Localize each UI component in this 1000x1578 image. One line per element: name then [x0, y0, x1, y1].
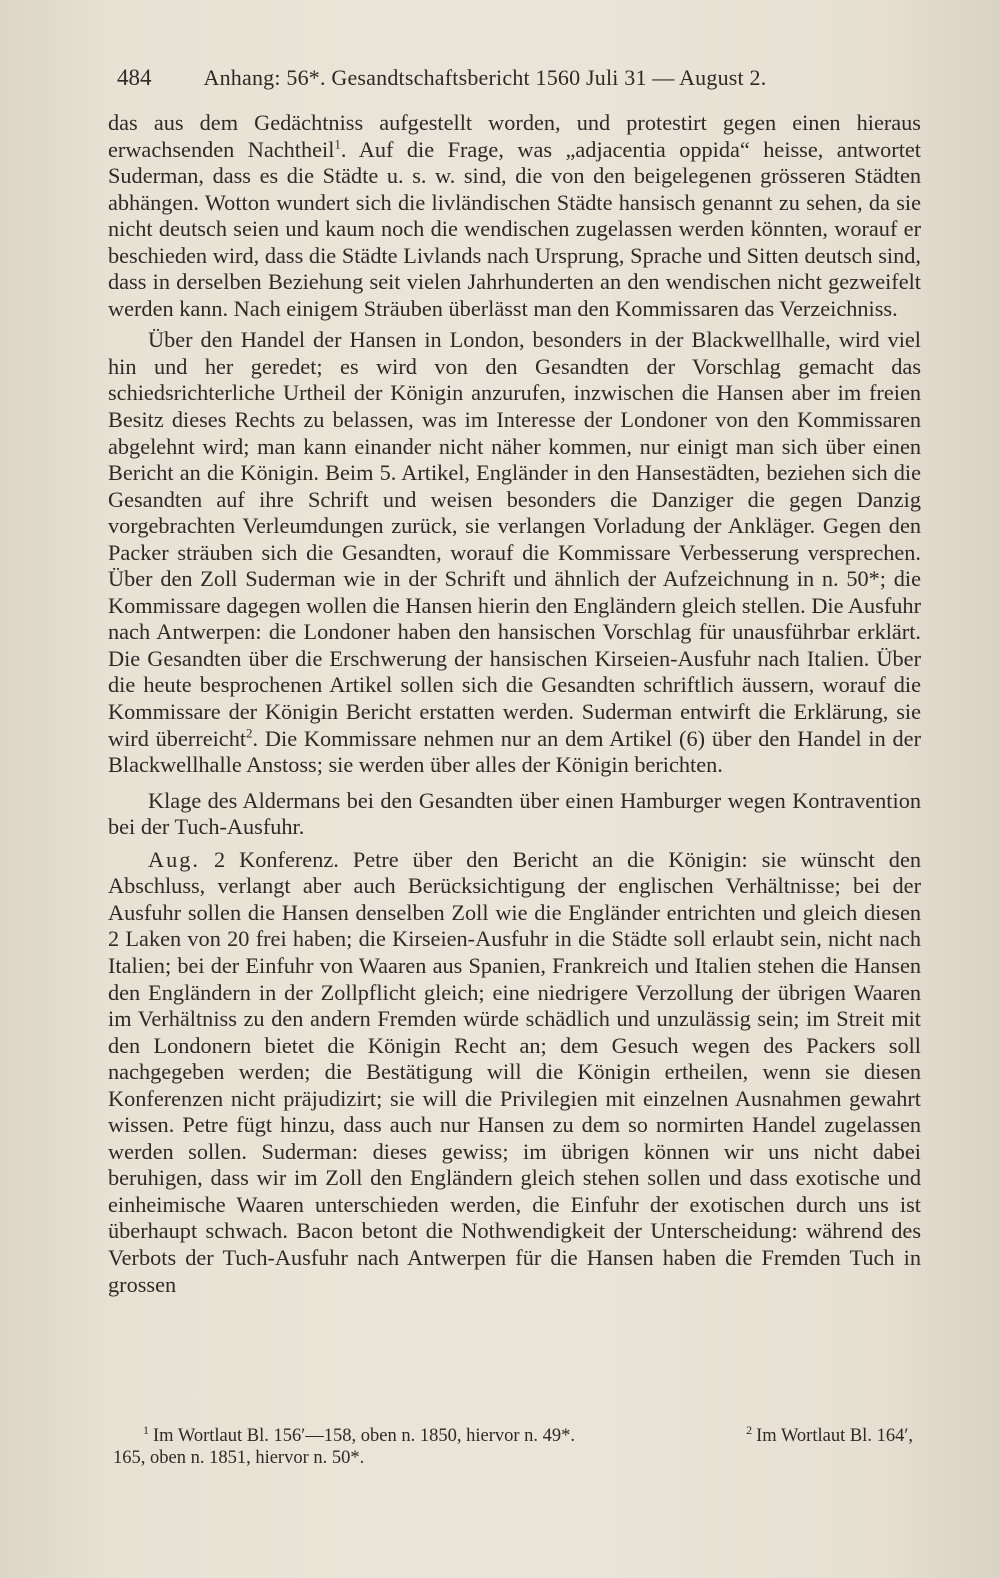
footnote-1 — [113, 1422, 576, 1447]
paragraph-2-text: Über den Handel der Hansen in London, besonders in der Blackwellhalle, wird viel hin und her geredet; es wird von den Gesandten der Vorschlag gemacht das schiedsrichterliche Urtheil der Königin anzurufen, inzwischen die Hansen aber im freien Besitz dieses Rechts zu belassen, was im Interesse der Londoner von den Kommissaren abgelehnt wird; man kann einander nicht näher kommen, nur einigt man sich über einen Bericht an die Königin. Beim 5. Artikel, Engländer in den Hansestädten, beziehen sich die Gesandten auf ihre Schrift und weisen besonders die Danziger die gegen Danzig vorgebrachten Verleumdungen zurück, sie verlangen Vorladung der Ankläger. Gegen den Packer sträuben sich die Gesandten, worauf die Kommissare Verbesserung versprechen. Über den Zoll Suderman wie in der Schrift und ähnlich der Aufzeichnung in n. 50*; die Kommissare dagegen wollen die Hansen hierin den Engländern gleich stellen. Die Ausfuhr nach Antwerpen: die Londoner haben den hansischen Vorschlag für unausführbar erklärt. Die Gesandten über die Erschwerung der hansischen Kirseien-Ausfuhr nach Italien. Über die heute besprochenen Artikel sollen sich die Gesandten schriftlich äussern, worauf die Kommissare der Königin Bericht erstatten werden. Suderman entwirft die Erklärung, sie wird überreicht — [108, 327, 921, 751]
footnote-ref-2: 2 — [246, 725, 253, 741]
footnote-2-text: Im Wortlaut Bl. 164′, — [756, 1426, 913, 1446]
paragraph-2-rest: . Die Kommissare nehmen nur an dem Artikel (6) über den Handel in der Blackwellhalle Anstoss; sie werden über alles der Königin berichten. — [108, 725, 921, 778]
footnote-1-mark: 1 — [143, 1422, 149, 1437]
body-text — [108, 110, 921, 1303]
paragraph-2 — [108, 327, 921, 778]
running-head — [117, 62, 922, 94]
paragraph-1-rest: . Auf die Frage, was „adjacentia oppida“ heisse, antwortet Suderman, dass es die Städte u. s. w. sind, die von den beigelegenen grösseren Städten abhängen. Wotton wundert sich die livländischen Städte hansisch genannt zu sehen, da sie nicht deutsch seien und kaum noch die wendischen zugelassen werden könnten, worauf er beschieden wird, dass die Städte Livlands nach Ursprung, Sprache und Sitten deutsch sind, dass in derselben Beziehung seit vielen Jahrhunderten an den wendischen nicht gezweifelt werden kann. Nach einigem Sträuben überlässt man den Kommissaren das Verzeichniss. — [108, 136, 921, 321]
page-number: 484 — [117, 65, 152, 90]
footnotes — [113, 1422, 913, 1469]
running-head-title: Anhang: 56*. Gesandtschaftsbericht 1560 Juli 31 — August 2. — [203, 65, 767, 90]
footnote-2-mark: 2 — [746, 1422, 753, 1437]
footnote-ref-1: 1 — [334, 136, 341, 152]
footnote-line-1 — [113, 1422, 913, 1447]
paragraph-1 — [108, 110, 921, 322]
paragraph-1-text: das aus dem Gedächtniss aufgestellt worden, und protestirt gegen einen hieraus erwachsenden Nachtheil — [108, 110, 921, 162]
footnote-1-text: Im Wortlaut Bl. 156′—158, oben n. 1850, hiervor n. 49*. — [153, 1426, 576, 1446]
footnote-2-continuation: 165, oben n. 1851, hiervor n. 50*. — [113, 1448, 365, 1468]
date-lead: Aug. — [148, 846, 200, 872]
paragraph-4 — [108, 847, 921, 1298]
paragraph-4-text: 2 Konferenz. Petre über den Bericht an die Königin: sie wünscht den Abschluss, verlangt aber auch Berücksichtigung der englischen Verhältnisse; bei der Ausfuhr sollen die Hansen denselben Zoll wie die Engländer entrichten und gleich diesen 2 Laken von 20 frei haben; die Kirseien-Ausfuhr in die Städte soll erlaubt sein, nicht nach Italien; bei der Einfuhr von Waaren aus Spanien, Frankreich und Italien stehen die Hansen den Engländern in der Zollpflicht gleich; eine niedrigere Verzollung der übrigen Waaren im Verhältniss zu den andern Fremden würde schädlich und unzulässig sein; im Streit mit den Londonern bietet die Königin Recht an; dem Gesuch wegen des Packers soll nachgegeben werden; die Bestätigung will die Königin ertheilen, wenn sie diesen Konferenzen nicht präjudizirt; sie will die Privilegien mit einzelnen Ausnahmen gewahrt wissen. Petre fügt hinzu, dass auch nur Hansen zu dem so normirten Handel zugelassen werden sollen. Suderman: dieses gewiss; im übrigen können wir uns nicht dabei beruhigen, dass wir im Zoll den Engländern gleich stehen sollen und dass exotische und einheimische Waaren unterschieden werden, die Einfuhr der exotischen durch uns ist überhaupt schwach. Bacon betont die Nothwendigkeit der Unterscheidung: während des Verbots der Tuch-Ausfuhr nach Antwerpen für die Hansen haben die Fremden Tuch in grossen — [108, 846, 921, 1297]
paragraph-3: Klage des Aldermans bei den Gesandten über einen Hamburger wegen Kontravention bei der Tuch-Ausfuhr. — [108, 787, 921, 840]
footnote-2 — [746, 1422, 913, 1447]
